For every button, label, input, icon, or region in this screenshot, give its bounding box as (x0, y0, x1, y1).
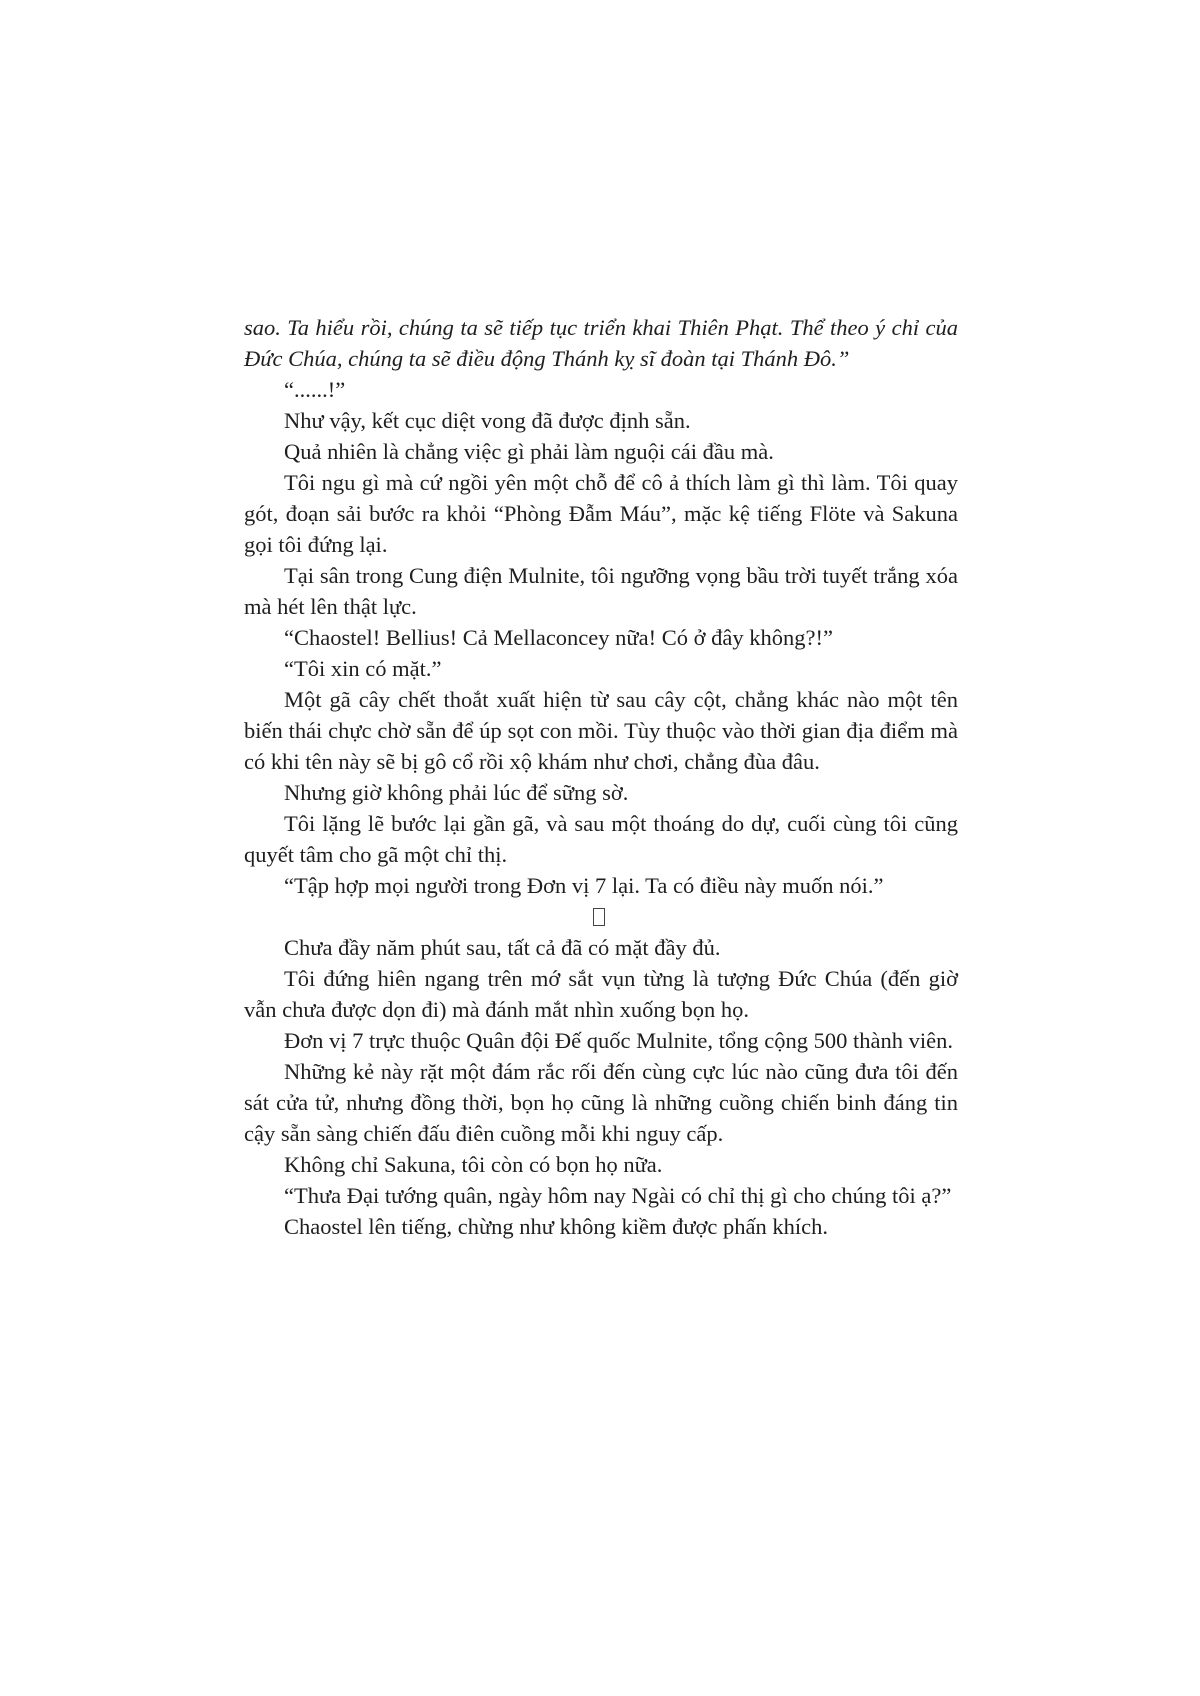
paragraph: Một gã cây chết thoắt xuất hiện từ sau cây cột, chẳng khác nào một tên biến thái chực chờ sẵn để úp sọt con mồi. Tùy thuộc vào thời gian địa điểm mà có khi tên này sẽ bị gô cổ rồi xộ khám như chơi, chẳng đùa đâu. (244, 687, 958, 774)
paragraph: Những kẻ này rặt một đám rắc rối đến cùng cực lúc nào cũng đưa tôi đến sát cửa tử, nhưng đồng thời, bọn họ cũng là những cuồng chiến binh đáng tin cậy sẵn sàng chiến đấu điên cuồng mỗi khi nguy cấp. (244, 1059, 958, 1146)
paragraph-continued-italic: sao. Ta hiểu rồi, chúng ta sẽ tiếp tục triển khai Thiên Phạt. Thể theo ý chỉ của Đức Chúa, chúng ta sẽ điều động Thánh kỵ sĩ đoàn tại Thánh Đô.” (244, 315, 958, 371)
paragraph: Chaostel lên tiếng, chừng như không kiềm được phấn khích. (284, 1214, 829, 1239)
missing-glyph-icon (593, 908, 605, 926)
paragraph: “Tập hợp mọi người trong Đơn vị 7 lại. Ta có điều này muốn nói.” (284, 873, 884, 898)
paragraph: Như vậy, kết cục diệt vong đã được định sẵn. (284, 408, 691, 433)
paragraph: Tôi ngu gì mà cứ ngồi yên một chỗ để cô ả thích làm gì thì làm. Tôi quay gót, đoạn sải bước ra khỏi “Phòng Đẫm Máu”, mặc kệ tiếng Flöte và Sakuna gọi tôi đứng lại. (244, 470, 958, 557)
paragraph: Tôi lặng lẽ bước lại gần gã, và sau một thoáng do dự, cuối cùng tôi cũng quyết tâm cho gã một chỉ thị. (244, 811, 958, 867)
body-text (244, 312, 958, 1242)
paragraph: Không chỉ Sakuna, tôi còn có bọn họ nữa. (284, 1152, 663, 1177)
section-break (244, 901, 958, 932)
paragraph: Tại sân trong Cung điện Mulnite, tôi ngưỡng vọng bầu trời tuyết trắng xóa mà hét lên thật lực. (244, 563, 958, 619)
paragraph: Chưa đầy năm phút sau, tất cả đã có mặt đầy đủ. (284, 935, 721, 960)
paragraph: “Thưa Đại tướng quân, ngày hôm nay Ngài có chỉ thị gì cho chúng tôi ạ?” (284, 1183, 952, 1208)
paragraph: Đơn vị 7 trực thuộc Quân đội Đế quốc Mulnite, tổng cộng 500 thành viên. (284, 1028, 953, 1053)
paragraph: “Tôi xin có mặt.” (284, 656, 442, 681)
paragraph: “Chaostel! Bellius! Cả Mellaconcey nữa! Có ở đây không?!” (284, 625, 833, 650)
paragraph: Tôi đứng hiên ngang trên mớ sắt vụn từng là tượng Đức Chúa (đến giờ vẫn chưa được dọn đi) mà đánh mắt nhìn xuống bọn họ. (244, 966, 958, 1022)
paragraph: “......!” (284, 377, 346, 402)
paragraph: Nhưng giờ không phải lúc để sững sờ. (284, 780, 629, 805)
paragraph: Quả nhiên là chẳng việc gì phải làm nguội cái đầu mà. (284, 439, 774, 464)
